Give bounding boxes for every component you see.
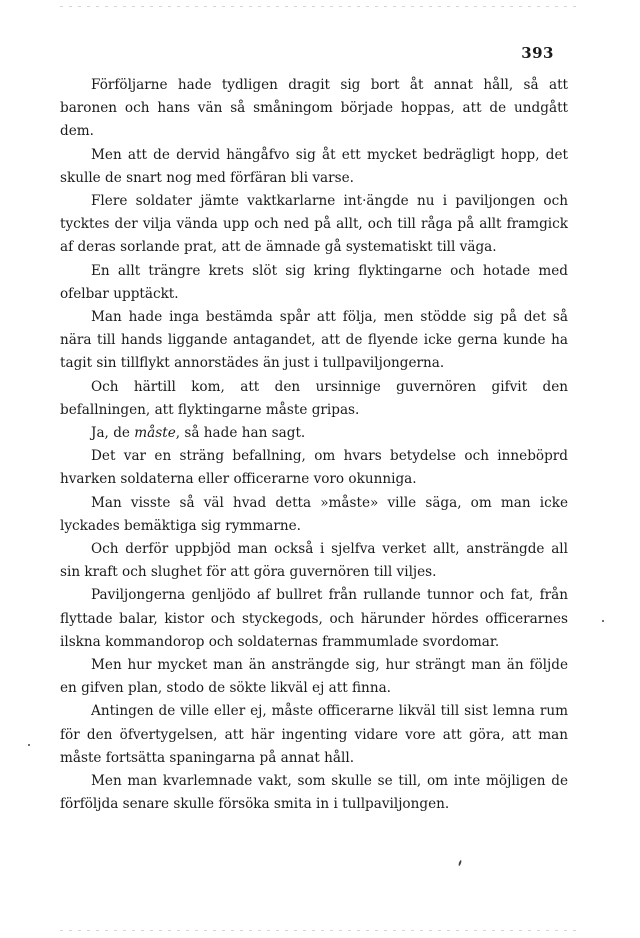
body-text xyxy=(60,74,568,817)
paragraph-12: Men hur mycket man än ansträngde sig, hur strängt man än följde en gifven plan, stodo de sökte likväl ej att finna. xyxy=(60,657,568,697)
paragraph-9: Man visste så väl hvad detta »måste» ville säga, om man icke lyckades bemäktiga sig rymmarne. xyxy=(60,494,568,534)
quote-after: , så hade han sagt. xyxy=(175,425,306,442)
ink-speck xyxy=(28,744,30,746)
paragraph-10: Och derför uppbjöd man också i sjelfva verket allt, ansträngde all sin kraft och slughet för att göra guvernören till viljes. xyxy=(60,541,568,581)
paragraph-8: Det var en sträng befallning, om hvars betydelse och inneböprd hvarken soldaterna eller officerarne voro okunniga. xyxy=(60,448,568,488)
paragraph-13: Antingen de ville eller ej, måste officerarne likväl till sist lemna rum för den öfvertygelsen, att här ingenting vidare vore att göra, att man måste fortsätta spaningarna på annat håll. xyxy=(60,703,568,766)
quote-emphasis: måste xyxy=(134,425,176,442)
paragraph-14: Men man kvarlemnade vakt, som skulle se till, om inte möjligen de förföljda senare skulle försöka smita in i tullpaviljongen. xyxy=(60,773,568,813)
ink-speck xyxy=(458,860,462,866)
paragraph-1: Förföljarne hade tydligen dragit sig bort åt annat håll, så att baronen och hans vän så småningom började hoppas, att de undgått dem. xyxy=(60,77,568,140)
ink-speck xyxy=(602,620,604,622)
page-number: 393 xyxy=(521,44,554,62)
paragraph-11: Paviljongerna genljödo af bullret från rullande tunnor och fat, från flyttade balar, kistor och styckegods, och härunder hördes officerarnes ilskna kommandorop och soldaternas frammumlade svordomar. xyxy=(60,587,568,650)
quote-before: Ja, de xyxy=(91,425,135,442)
paragraph-3: Flere soldater jämte vaktkarlarne int·ängde nu i paviljongen och tycktes der vilja vända upp och ned på allt, och till råga på allt framgick af deras sorlande prat, att de ämnade gå systematiskt till väga. xyxy=(60,193,568,256)
paragraph-5: Man hade inga bestämda spår att följa, men stödde sig på det så nära till hands liggande antagandet, att de flyende icke gerna kunde ha tagit sin tillflykt annorstädes än just i tullpaviljongerna. xyxy=(60,309,568,372)
paragraph-6: Och härtill kom, att den ursinnige guvernören gifvit den befallningen, att flyktingarne måste gripas. xyxy=(60,378,568,418)
paragraph-4: En allt trängre krets slöt sig kring flyktingarne och hotade med ofelbar upptäckt. xyxy=(60,262,568,302)
paragraph-7 xyxy=(60,422,568,445)
paragraph-2: Men att de dervid hängåfvo sig åt ett mycket bedrägligt hopp, det skulle de snart nog med förfäran bli varse. xyxy=(60,146,568,186)
top-edge-line xyxy=(60,6,580,7)
bottom-edge-line xyxy=(60,930,580,931)
